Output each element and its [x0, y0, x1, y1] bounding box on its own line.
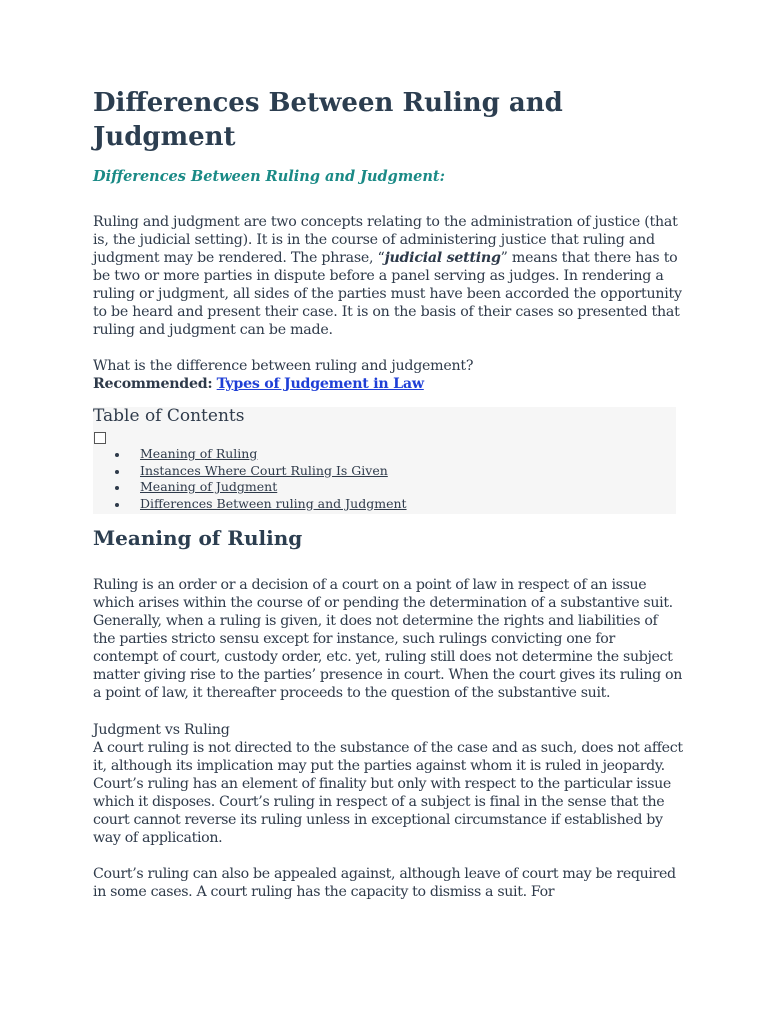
judgment-vs-ruling-heading: Judgment vs Ruling — [93, 722, 230, 738]
toc-item — [115, 496, 407, 513]
toc-link-meaning-of-ruling[interactable]: Meaning of Ruling — [140, 446, 258, 461]
recommended-label: Recommended: — [93, 376, 213, 392]
recommended-line — [93, 375, 683, 393]
toc-list — [115, 446, 407, 512]
intro-emphasis: judicial setting — [384, 250, 501, 266]
toc-link-instances-court-ruling[interactable]: Instances Where Court Ruling Is Given — [140, 462, 388, 478]
bullet-icon — [115, 503, 119, 507]
court-ruling-paragraph: A court ruling is not directed to the substance of the case and as such, does not affect it, although its implication may put the parties against whom it is ruled in jeopardy. Court’s ruling has an element of finality but only with respect to the particular issue which it disposes. Court’s ruling in respect of a subject is final in the sense that the court cannot reverse its ruling unless in exceptional circumstance if established by way of application. — [93, 740, 683, 846]
toc-link-differences[interactable]: Differences Between ruling and Judgment — [140, 495, 407, 511]
recommended-link[interactable]: Types of Judgement in Law — [216, 376, 424, 392]
toc-item — [115, 463, 407, 480]
toc-item — [115, 479, 407, 496]
intro-text-start: Ruling and judgment are two concepts relating to the administration of justice (that is, the judicial setting). It is in the course of administering justice that ruling and judgment may be rendered. The phrase, “ — [93, 214, 678, 266]
table-of-contents — [93, 407, 676, 514]
ruling-paragraph: Ruling is an order or a decision of a court on a point of law in respect of an issue which arises within the course of or pending the determination of a substantive suit. Generally, when a ruling is given, it does not determine the rights and liabilities of the parties stricto sensu except for instance, such rulings convicting one for contempt of court, custody order, etc. yet, ruling still does not determine the subject matter giving rise to the parties’ presence in court. When the court gives its ruling on a point of law, it thereafter proceeds to the question of the substantive suit. — [93, 577, 682, 701]
toc-item — [115, 446, 407, 463]
article-subtitle: Differences Between Ruling and Judgment: — [93, 168, 445, 185]
section-heading-meaning-of-ruling: Meaning of Ruling — [93, 526, 303, 550]
intro-text-end: ” means that there has to be two or more parties in dispute before a panel serving as judges. In rendering a ruling or judgment, all sides of the parties must have been accorded the opportunity to be heard and present their case. It is on the basis of their cases so presented that ruling and judgment can be made. — [93, 250, 682, 338]
bullet-icon — [115, 470, 119, 474]
toc-link-meaning-of-judgment[interactable]: Meaning of Judgment — [140, 479, 278, 495]
intro-paragraph — [93, 213, 683, 339]
toc-toggle-checkbox[interactable] — [94, 432, 106, 444]
bullet-icon — [115, 486, 119, 490]
toc-title: Table of Contents — [93, 406, 245, 426]
bullet-icon — [115, 453, 119, 457]
appeal-paragraph: Court’s ruling can also be appealed against, although leave of court may be required in some cases. A court ruling has the capacity to dismiss a suit. For — [93, 866, 676, 900]
page-title: Differences Between Ruling and Judgment — [93, 88, 563, 152]
question-line: What is the difference between ruling and judgement? — [93, 358, 474, 374]
article — [93, 86, 683, 901]
